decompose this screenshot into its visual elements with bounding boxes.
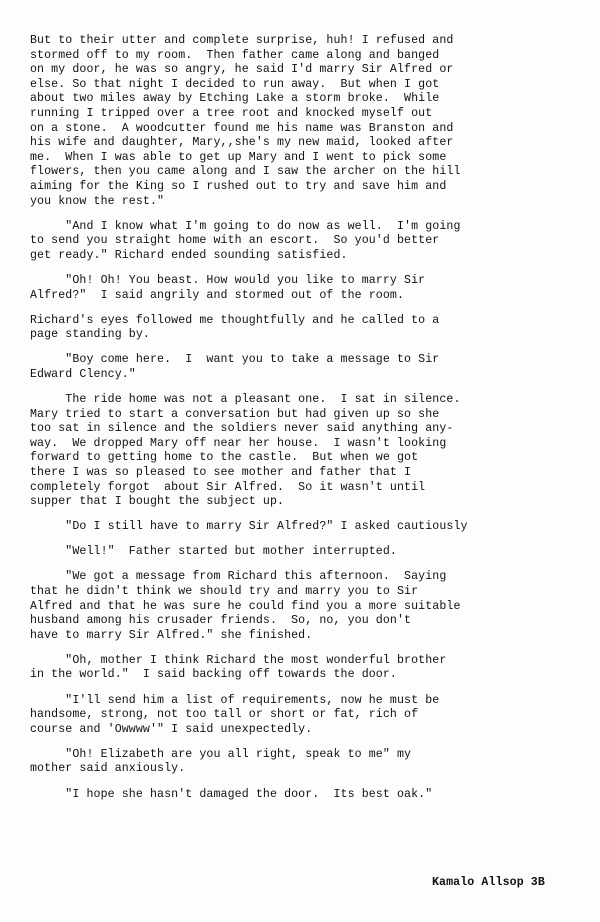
paragraph-2: "And I know what I'm going to do now as well. I'm going to send you straight home with an escort. So you'd better get ready." Richard ended sounding satisfied.: [30, 219, 461, 262]
paragraph-12: "Oh! Elizabeth are you all right, speak to me" my mother said anxiously.: [30, 747, 412, 776]
paragraph-1: But to their utter and complete surprise, huh! I refused and stormed off to my room. Then father came along and banged on my door, he was so angry, he said I'd marry Sir Alfred or else. So that night I decided to run away. But when I got about two miles away by Etching Lake a storm broke. While running I tripped over a tree root and knocked myself out on a stone. A woodcutter found me his name was Branston and his wife and daughter, Mary,,she's my new maid, looked after me. When I was able to get up Mary and I went to pick some flowers, then you came along and I saw the archer on the hill aiming for the King so I rushed out to try and save him and you know the rest.": [30, 34, 461, 208]
paragraph-13: "I hope she hasn't damaged the door. Its best oak.": [30, 787, 433, 801]
paragraph-5: "Boy come here. I want you to take a message to Sir Edward Clency.": [30, 353, 440, 381]
paragraph-9: "We got a message from Richard this afternoon. Saying that he didn't think we should try and marry you to Sir Alfred and that he was sure he could find you a more suitable husband among his crusader friends. So, no, you don't have to marry Sir Alfred." she finished.: [30, 570, 461, 642]
paragraph-10: "Oh, mother I think Richard the most wonderful brother in the world." I said backing off towards the door.: [30, 653, 447, 682]
paragraph-4: Richard's eyes followed me thoughtfully and he called to a page standing by.: [30, 313, 440, 342]
paragraph-7: "Do I still have to marry Sir Alfred?" I asked cautiously: [30, 520, 468, 534]
paragraph-3: "Oh! Oh! You beast. How would you like to marry Sir Alfred?" I said angrily and stormed out of the room.: [30, 273, 426, 302]
story-text: [30, 34, 578, 813]
paragraph-6: The ride home was not a pleasant one. I sat in silence. Mary tried to start a conversation but had given up so she too sat in silence and the soldiers never said anything any- way. We dropped Mary off near her house. I wasn't looking forward to getting home to the castle. But when we got there I was so pleased to see mother and father that I completely forgot about Sir Alfred. So it wasn't until supper that I bought the subject up.: [30, 392, 461, 509]
paragraph-11: "I'll send him a list of requirements, now he must be handsome, strong, not too tall or short or fat, rich of course and 'Owwww'" I said unexpectedly.: [30, 693, 440, 736]
author-signature: Kamalo Allsop 3B: [432, 876, 545, 889]
paragraph-8: "Well!" Father started but mother interrupted.: [30, 545, 397, 559]
